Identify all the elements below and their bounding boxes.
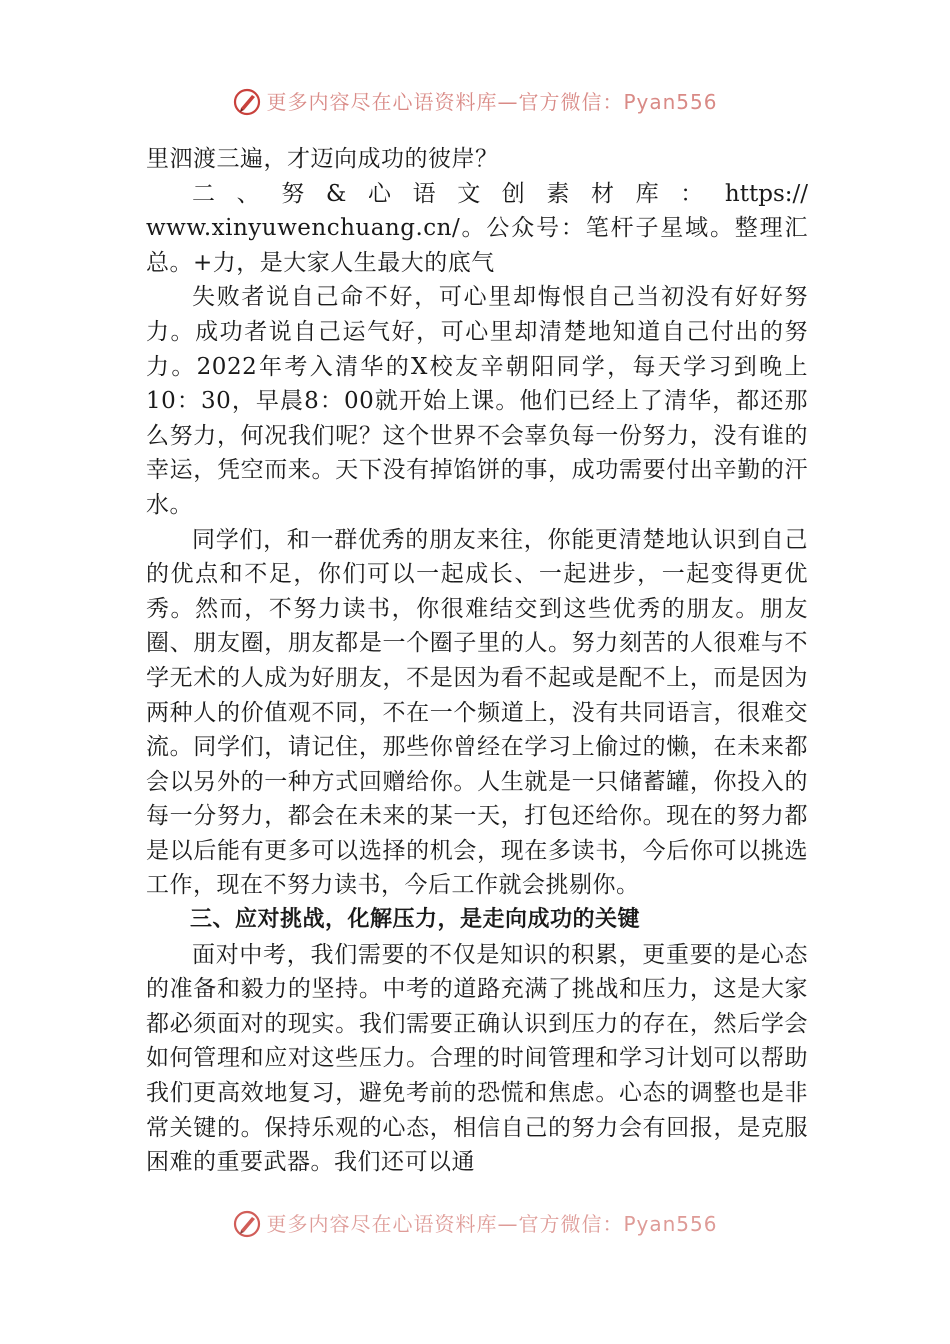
inserted-line-text: 二、努&心语文创素材库：	[192, 180, 725, 207]
paragraph-effort: 失败者说自己命不好，可心里却悔恨自己当初没有好好努力。成功者说自己运气好，可心里却清楚地知道自己付出的努力。2022年考入清华的X校友辛朝阳同学，每天学习到晚上10：30，早晨8：00就开始上课。他们已经上了清华，都还那么努力，何况我们呢？这个世界不会辜负每一份努力，没有谁的幸运，凭空而来。天下没有掉馅饼的事，成功需要付出辛勤的汗水。	[146, 284, 808, 518]
inserted-url-start: https://	[724, 180, 808, 207]
footer-watermark	[0, 1208, 950, 1239]
header-watermark	[0, 86, 950, 117]
paragraph-inserted-rest: www.xinyuwenchuang.cn/。公众号：笔杆子星域。整理汇总。+力，是大家人生最大的底气	[146, 215, 808, 276]
paragraph-friends: 同学们，和一群优秀的朋友来往，你能更清楚地认识到自己的优点和不足，你们可以一起成长、一起进步，一起变得更优秀。然而，不努力读书，你很难结交到这些优秀的朋友。朋友圈、朋友圈，朋友都是一个圈子里的人。努力刻苦的人很难与不学无术的人成为好朋友，不是因为看不起或是配不上，而是因为两种人的价值观不同，不在一个频道上，没有共同语言，很难交流。同学们，请记住，那些你曾经在学习上偷过的懒，在未来都会以另外的一种方式回赠给你。人生就是一只储蓄罐，你投入的每一分努力，都会在未来的某一天，打包还给你。现在的努力都是以后能有更多可以选择的机会，现在多读书，今后你可以挑选工作，现在不努力读书，今后工作就会挑剔你。	[146, 526, 808, 899]
header-watermark-text: 更多内容尽在心语资料库—官方微信：Pyan556	[266, 90, 718, 114]
paragraph-continuation: 里泗渡三遍，才迈向成功的彼岸？	[146, 146, 499, 172]
pen-logo-icon	[232, 87, 262, 117]
paragraph-inserted-line	[146, 177, 808, 212]
document-body	[146, 142, 808, 1180]
paragraph-pressure: 面对中考，我们需要的不仅是知识的积累，更重要的是心态的准备和毅力的坚持。中考的道路充满了挑战和压力，这是大家都必须面对的现实。我们需要正确认识到压力的存在，然后学会如何管理和应对这些压力。合理的时间管理和学习计划可以帮助我们更高效地复习，避免考前的恐慌和焦虑。心态的调整也是非常关键的。保持乐观的心态，相信自己的努力会有回报，是克服困难的重要武器。我们还可以通	[146, 941, 808, 1176]
pen-logo-icon	[232, 1209, 262, 1239]
section-heading-3: 三、应对挑战，化解压力，是走向成功的关键	[190, 907, 641, 933]
footer-watermark-text: 更多内容尽在心语资料库—官方微信：Pyan556	[266, 1212, 718, 1236]
